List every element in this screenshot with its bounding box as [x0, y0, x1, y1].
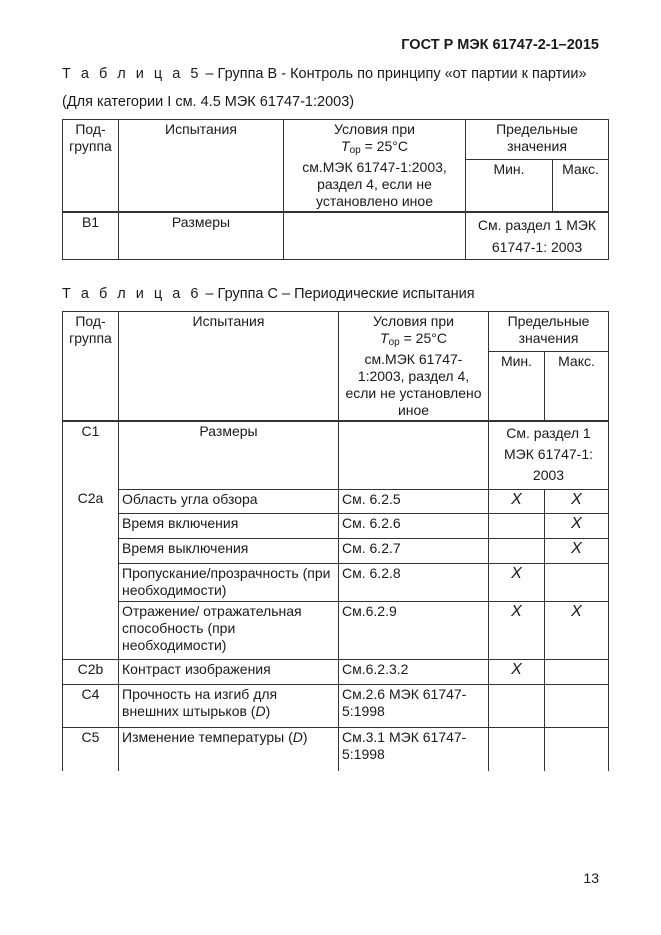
table6-header-limits: Предельные значения [489, 312, 609, 352]
table6-cell-min-mark: X [489, 489, 545, 513]
table6-cell-subgroup: C2a [63, 489, 119, 513]
table6-test-end: ) [265, 702, 271, 719]
table6-test-end: ) [302, 728, 308, 745]
table6-header-min: Мин. [489, 351, 545, 421]
table-row [63, 727, 609, 771]
table-row [63, 659, 609, 684]
table5-header-subgroup: Под-группа [63, 120, 119, 213]
table6-cell-max-mark [545, 563, 609, 601]
table6-cell-min-mark: X [489, 563, 545, 601]
table6-cell-subgroup: C2b [63, 659, 119, 684]
table6 [62, 311, 609, 771]
table6-conditions-eq: = 25°C [399, 330, 447, 346]
table5-cell-subgroup: B1 [63, 212, 119, 260]
table-row [63, 421, 609, 489]
table6-cell-subgroup [63, 538, 119, 563]
table6-cell-condition: См.6.2.9 [339, 601, 489, 659]
table-row [63, 538, 609, 563]
table5-header-min: Мин. [466, 159, 553, 212]
table6-cell-test: Пропускание/прозрачность (при необходимости) [119, 563, 339, 601]
table6-cell-max-mark [545, 659, 609, 684]
document-standard-header: ГОСТ Р МЭК 61747-2-1–2015 [401, 37, 599, 53]
table6-conditions-rest: см.МЭК 61747-1:2003, раздел 4, если не установлено иное [345, 351, 482, 418]
table6-cell-min-mark [489, 684, 545, 727]
table6-header-max: Макс. [545, 351, 609, 421]
table5-note: (Для категории I см. 4.5 МЭК 61747-1:2003) [62, 94, 355, 110]
table6-cell-test: Время выключения [119, 538, 339, 563]
table5-cell-test: Размеры [119, 212, 284, 260]
table6-header-conditions [339, 312, 489, 422]
table5-caption-text: – Группа В - Контроль по принципу «от партии к партии» [201, 66, 587, 82]
table6-cell-min-mark: X [489, 659, 545, 684]
table6-test-italic: D [255, 702, 266, 719]
table6-test-italic: D [292, 728, 303, 745]
table6-header-subgroup: Под-группа [63, 312, 119, 422]
table5-header-limits: Предельные значения [466, 120, 609, 160]
table5 [62, 119, 609, 260]
table6-cell-max-mark [545, 727, 609, 771]
table6-cell-min-mark [489, 513, 545, 538]
table5-conditions-sub: ор [349, 145, 361, 156]
table6-cell-condition: См. 6.2.8 [339, 563, 489, 601]
table6-caption-label: Т а б л и ц а 6 [62, 286, 202, 302]
table6-cell-test [119, 684, 339, 727]
table6-conditions-sub: ор [388, 337, 400, 348]
table6-cell-test: Область угла обзора [119, 489, 339, 513]
table6-conditions-temp [342, 330, 485, 351]
table6-conditions-t: T [380, 330, 389, 346]
table6-cell-test: Время включения [119, 513, 339, 538]
page-number: 13 [583, 870, 599, 886]
table6-cell-condition: См.2.6 МЭК 61747-5:1998 [339, 684, 489, 727]
table5-conditions-eq: = 25°C [360, 138, 408, 154]
table6-conditions-line1: Условия при [373, 313, 454, 329]
table-row [63, 601, 609, 659]
table5-header-tests: Испытания [119, 120, 284, 213]
table-row [63, 684, 609, 727]
table6-cell-test [119, 727, 339, 771]
table6-cell-subgroup: C1 [63, 421, 119, 489]
table6-cell-min-mark [489, 727, 545, 771]
table6-cell-condition: См. 6.2.6 [339, 513, 489, 538]
table5-conditions-t: T [341, 138, 350, 154]
table6-cell-limits: См. раздел 1 МЭК 61747-1: 2003 [489, 421, 609, 489]
table5-caption-label: Т а б л и ц а 5 [62, 66, 202, 82]
table-row [63, 563, 609, 601]
table6-cell-max-mark: X [545, 513, 609, 538]
table6-cell-test: Контраст изображения [119, 659, 339, 684]
table6-cell-test: Размеры [119, 421, 339, 489]
table6-cell-condition: См. 6.2.5 [339, 489, 489, 513]
table6-test-main: Прочность на изгиб для внешних штырьков ( [122, 685, 278, 719]
table6-cell-subgroup: C5 [63, 727, 119, 771]
table6-cell-max-mark: X [545, 538, 609, 563]
table5-header-max: Макс. [553, 159, 609, 212]
table6-cell-min-mark [489, 538, 545, 563]
table5-conditions-line1: Условия при [334, 121, 415, 137]
table6-cell-test: Отражение/ отражательная способность (при необходимости) [119, 601, 339, 659]
table5-cell-condition [284, 212, 466, 260]
table6-header-tests: Испытания [119, 312, 339, 422]
table6-cell-max-mark [545, 684, 609, 727]
table6-test-main: Изменение температуры ( [122, 728, 293, 745]
table6-cell-min-mark: X [489, 601, 545, 659]
table6-cell-subgroup: C4 [63, 684, 119, 727]
table6-cell-condition: См.3.1 МЭК 61747-5:1998 [339, 727, 489, 771]
table-row [63, 212, 609, 260]
table6-cell-condition: См.6.2.3.2 [339, 659, 489, 684]
table6-cell-max-mark: X [545, 489, 609, 513]
table5-cell-limits: См. раздел 1 МЭК 61747-1: 2003 [466, 212, 609, 260]
table-row [63, 513, 609, 538]
table6-caption-text: – Группа С – Периодические испытания [201, 286, 475, 302]
table5-conditions-temp [287, 138, 462, 159]
table6-cell-subgroup [63, 563, 119, 601]
table5-header-conditions [284, 120, 466, 213]
table-row [63, 489, 609, 513]
table6-cell-subgroup [63, 601, 119, 659]
table6-cell-subgroup [63, 513, 119, 538]
table6-cell-condition: См. 6.2.7 [339, 538, 489, 563]
table6-cell-condition [339, 421, 489, 489]
table5-caption [62, 66, 587, 82]
table6-cell-max-mark: X [545, 601, 609, 659]
table6-caption [62, 286, 475, 302]
table5-conditions-rest: см.МЭК 61747-1:2003, раздел 4, если не установлено иное [302, 159, 447, 209]
